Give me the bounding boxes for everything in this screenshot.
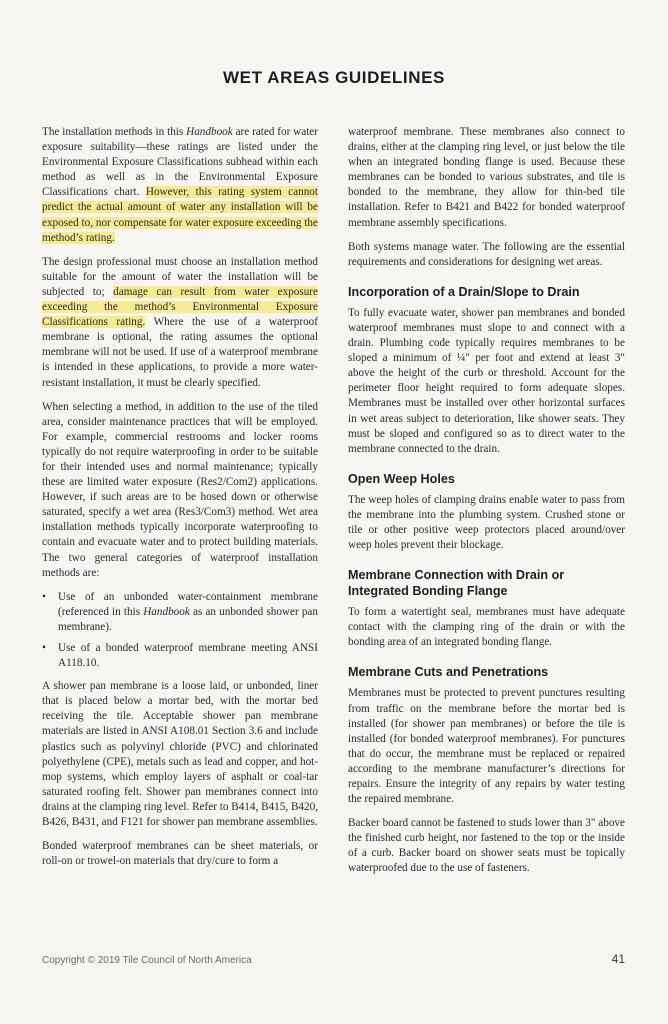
bullet-icon: • (42, 642, 46, 654)
right-column (348, 125, 625, 886)
list-item: • Use of a bonded waterproof membrane meeting ANSI A118.10. (42, 642, 318, 670)
heading-weep-holes: Open Weep Holes (348, 471, 455, 486)
paragraph-weep-holes: The weep holes of clamping drains enable water to pass from the membrane into the plumbing system. Crushed stone or tile or other positive weep protectors placed around/over weep holes prevent their blockage. (348, 493, 625, 552)
paragraph-systems: Both systems manage water. The following are the essential requirements and considerations for designing wet areas. (348, 240, 625, 268)
heading-membrane-cuts: Membrane Cuts and Penetrations (348, 665, 549, 680)
left-column (42, 125, 318, 878)
paragraph-bonded-continued: waterproof membrane. These membranes also connect to drains, either at the clamping ring level, or just below the tile when an integrated bonding flange is used. Because these membranes can be bonded to various substrates, and tile is bonded to the membrane, they allow for thin-bed tile installation. Refer to B421 and B422 for bonded waterproof membrane assembly specifications. (348, 126, 625, 229)
paragraph-ratings: The installation methods in this Handbook are rated for water exposure suitability—these ratings are listed under the Environmental Exposure Classifications subhead within each method as well as in the Environmental Exposure Classifications chart. However, this rating system cannot predict the actual amount of water any installation will be exposed to, nor compensate for water exposure exceeding the method’s rating. (42, 126, 319, 244)
paragraph-backer-board: Backer board cannot be fastened to studs lower than 3" above the finished curb height, nor fastened to the top or the inside of a curb. Backer board on shower seats must be topically waterproofed due to the use of fasteners. (348, 817, 625, 875)
page-number: 41 (611, 952, 625, 966)
page-title: WET AREAS GUIDELINES (223, 68, 445, 87)
paragraph-membrane-cuts: Membranes must be protected to prevent punctures resulting from traffic on the membrane before the mortar bed is installed (for shower pan membranes) or before the tile is installed (for bonded waterproof membranes). For punctures that do occur, the membrane must be replaced or repaired according to the membrane manufacturer’s directions for repairs. Ensure the integrity of any repairs by water testing the repaired membrane. (348, 687, 625, 806)
paragraph-bonded-membranes: Bonded waterproof membranes can be sheet materials, or roll-on or trowel-on materials that dry/cure to form a (42, 840, 318, 868)
paragraph-shower-pan: A shower pan membrane is a loose laid, or unbonded, liner that is placed below a mortar bed, with the mortar bed receiving the tile. Acceptable shower pan membrane materials are listed in ANSI A108.01 Section 3.6 and include plastics such as polyvinyl chloride (PVC) and chlorinated polyethylene (CPE), metals such as lead and copper, and hot-mop systems, which employ layers of asphalt or coal-tar saturated roofing felt. Shower pan membranes connect into drains at the clamping ring level. Refer to B414, B415, B420, B426, B431, and F121 for shower pan membrane assemblies. (42, 680, 318, 829)
bullet-list (42, 590, 318, 671)
highlighted-text: damage can result from water exposure exceeding the method’s Environmental Exposure Classifications rating. (42, 285, 318, 329)
bullet-icon: • (42, 590, 46, 603)
highlighted-text: However, this rating system cannot predict the actual amount of water any installation will be exposed to, nor compensate for water exposure exceeding the method’s rating. (42, 186, 319, 244)
paragraph-design-professional: The design professional must choose an installation method suitable for the amount of water the installation will be subjected to; damage can result from water exposure exceeding the method’s Environmental Exposure Classifications rating. Where the use of a waterproof membrane is optional, the rating assumes the optional membrane will not be used. If use of a waterproof membrane is intended in these applications, to provide a more water-resistant installation, it must be clearly specified. (42, 255, 318, 389)
paragraph-selecting-method: When selecting a method, in addition to the use of the tiled area, consider maintenance practices that will be employed. For example, commercial restrooms and locker rooms typically do not require waterproofing in order to be suitable for their intended uses and normal maintenance; typically these are limited water exposure (Res2/Com2) applications. However, if such areas are to be hosed down or otherwise saturated, specify a wet area (Res3/Com3) method. Wet area installation methods typically incorporate waterproofing to contain and evacuate water and to protect building materials. The two general categories of waterproof installation methods are: (42, 400, 318, 579)
heading-drain-slope: Incorporation of a Drain/Slope to Drain (348, 284, 580, 299)
paragraph-drain-slope: To fully evacuate water, shower pan membranes and bonded waterproof membranes must slope to and connect with a drain. Plumbing code typically requires membranes to be sloped a minimum of ¼" per foot and extend at least 3" above the height of the curb or threshold. Account for the perimeter floor height required to form adequate slopes. Membranes must be installed over other horizontal surfaces in wet areas subject to deterioration, like shower seats. They must be sloped and configured so as to direct water to the membrane connected to the drain. (348, 306, 625, 455)
copyright-notice: Copyright © 2019 Tile Council of North America (42, 955, 252, 966)
heading-membrane-connection: Membrane Connection with Drain or Integrated Bonding Flange (348, 568, 565, 599)
list-item: • Use of an unbonded water-containment membrane (referenced in this Handbook as an unbonded shower pan membrane). (42, 590, 318, 633)
paragraph-membrane-connection: To form a watertight seal, membranes must have adequate contact with the clamping ring of the drain or with the bonding area of an integrated bonding flange. (348, 606, 625, 649)
